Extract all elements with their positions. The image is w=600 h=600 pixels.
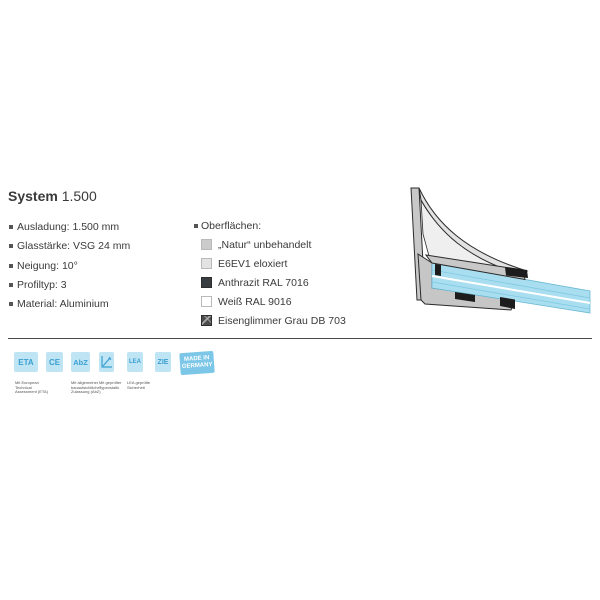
bullet-icon <box>9 244 13 248</box>
caption-line: Assessment (ETA) <box>15 389 49 395</box>
ce-badge <box>46 352 63 372</box>
lea-badge <box>127 352 143 372</box>
caption-line: Technical <box>15 384 32 390</box>
bullet-icon <box>9 283 13 287</box>
eta-badge-label: ETA <box>18 357 34 367</box>
spec-material: Material: Aluminium <box>17 298 109 310</box>
abz-badge-label: AbZ <box>73 357 88 367</box>
lea-badge-label: LEA <box>129 359 141 365</box>
swatch-weiss <box>201 296 212 307</box>
surface-label-e6ev1: E6EV1 eloxiert <box>218 258 288 270</box>
statics-caption <box>99 381 121 390</box>
ce-badge-label: CE <box>48 357 61 367</box>
system-title-name: System <box>8 188 58 204</box>
eta-badge <box>14 352 38 372</box>
swatch-eisenglimmer <box>201 315 212 326</box>
made-in-germany-line-1: MADE IN <box>183 355 210 363</box>
made-in-germany-line-2: GERMANY <box>181 361 213 371</box>
swatch-natur <box>201 239 212 250</box>
surfaces-heading: Oberflächen: <box>201 220 262 232</box>
bullet-icon <box>194 224 198 228</box>
system-title-number: 1.500 <box>61 188 97 204</box>
spec-glass-thickness: Glasstärke: VSG 24 mm <box>17 240 131 252</box>
surface-label-anthrazit: Anthrazit RAL 7016 <box>218 277 309 289</box>
divider <box>8 338 592 339</box>
bullet-icon <box>9 225 13 229</box>
surface-label-eisenglimmer: Eisenglimmer Grau DB 703 <box>218 315 346 327</box>
spec-profile-type: Profiltyp: 3 <box>17 279 67 291</box>
spec-overhang: Ausladung: 1.500 mm <box>17 221 120 233</box>
caption-line: bauaufsichtlicher <box>71 384 102 390</box>
abz-caption <box>71 381 101 395</box>
caption-line: Mit European <box>15 380 39 385</box>
caption-line: Typenstatik <box>99 384 120 390</box>
statics-icon <box>100 355 113 369</box>
bullet-icon <box>9 302 13 306</box>
abz-badge <box>71 352 90 372</box>
eta-caption <box>15 381 48 395</box>
made-in-germany-badge <box>179 351 214 375</box>
bullet-icon <box>9 264 13 268</box>
surface-label-natur: „Natur“ unbehandelt <box>218 239 312 251</box>
caption-line: Zulassung (AbZ) <box>71 389 101 395</box>
surface-label-weiss: Weiß RAL 9016 <box>218 296 292 308</box>
spec-inclination: Neigung: 10° <box>17 260 78 272</box>
gasket <box>435 264 441 276</box>
zie-badge-label: ZIE <box>157 358 169 366</box>
lea-caption <box>127 381 150 390</box>
caption-line: Mit geprüfter <box>99 380 122 385</box>
system-title <box>8 187 97 205</box>
swatch-e6ev1 <box>201 258 212 269</box>
zie-badge <box>155 352 171 372</box>
caption-line: Sicherheit <box>127 384 145 390</box>
swatch-anthrazit <box>201 277 212 288</box>
caption-line: Mit allgemeiner <box>71 380 99 385</box>
statics-badge <box>99 352 114 372</box>
canopy-profile-drawing-icon <box>405 182 595 322</box>
caption-line: LEA geprüfte <box>127 380 151 385</box>
